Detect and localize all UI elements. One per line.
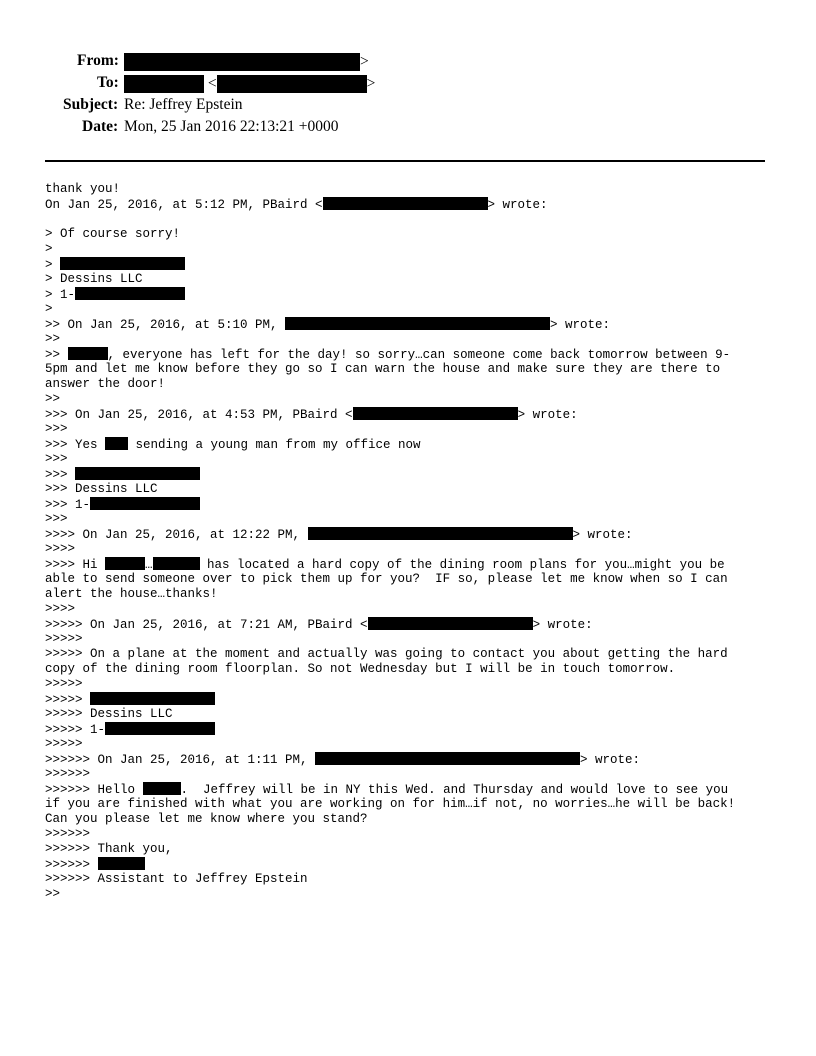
body-text: >>>>>> On Jan 25, 2016, at 1:11 PM, <box>45 753 316 767</box>
redacted-phone <box>75 287 185 300</box>
subject-label: Subject: <box>63 96 119 113</box>
body-text: >>>> On Jan 25, 2016, at 12:22 PM, <box>45 528 308 542</box>
body-text: > wrote: <box>550 318 611 332</box>
header-divider <box>45 160 765 162</box>
body-text: > wrote: <box>580 753 641 767</box>
body-text: >>> <box>45 468 76 482</box>
body-line: >>>>>> <box>45 827 91 841</box>
from-label: From: <box>77 52 119 69</box>
body-text: >>>>> 1- <box>45 723 106 737</box>
body-line <box>45 527 775 542</box>
body-text: >>> On Jan 25, 2016, at 4:53 PM, PBaird < <box>45 408 353 422</box>
redacted-email <box>368 617 533 630</box>
body-line <box>45 497 775 512</box>
body-text: > <box>45 258 61 272</box>
body-text: … <box>145 558 153 572</box>
body-text: >>>>>> <box>45 858 98 872</box>
redacted-name <box>98 857 145 870</box>
body-text: > wrote: <box>532 618 593 632</box>
body-line: >>>>> <box>45 632 83 646</box>
redacted-sender <box>124 53 360 71</box>
body-line: >> <box>45 392 61 406</box>
body-line <box>45 752 775 767</box>
body-line: >>>>>> Thank you, <box>45 842 173 856</box>
message-body <box>45 182 775 902</box>
body-line <box>45 857 775 872</box>
body-line: >> <box>45 887 61 901</box>
body-line: copy of the dining room floorplan. So not Wednesday but I will be in touch tomorrow. <box>45 662 676 676</box>
redacted-name <box>90 692 215 705</box>
redacted-phone <box>105 722 215 735</box>
body-text: , everyone has left for the day! so sorry…can someone come back tomorrow between 9- <box>107 348 731 362</box>
redacted-name <box>75 467 200 480</box>
body-line: >>>>>> Assistant to Jeffrey Epstein <box>45 872 308 886</box>
body-line: >>> Dessins LLC <box>45 482 158 496</box>
redacted-name <box>60 257 185 270</box>
body-text: >>> Yes <box>45 438 106 452</box>
body-text: >>>> Hi <box>45 558 106 572</box>
to-open-bracket: < <box>207 75 217 92</box>
body-text: On Jan 25, 2016, at 5:12 PM, PBaird < <box>45 198 323 212</box>
body-line <box>45 782 775 797</box>
to-close-bracket: > <box>366 75 376 92</box>
body-line: >>>> <box>45 602 76 616</box>
body-line: >>>> <box>45 542 76 556</box>
body-line: > <box>45 242 53 256</box>
body-line: > Dessins LLC <box>45 272 143 286</box>
body-line <box>45 692 775 707</box>
body-text: >>>>> <box>45 693 91 707</box>
body-line: >>>>> On a plane at the moment and actually was going to contact you about getting the hard <box>45 647 728 661</box>
body-line: alert the house…thanks! <box>45 587 218 601</box>
body-line: > Of course sorry! <box>45 227 181 241</box>
redacted-recipient-name <box>124 75 204 93</box>
redacted-email <box>323 197 488 210</box>
body-line: >>>>>> <box>45 767 91 781</box>
body-line: >>> <box>45 422 68 436</box>
body-line <box>45 437 775 452</box>
body-text: > wrote: <box>487 198 548 212</box>
from-close-bracket: > <box>360 53 369 70</box>
date-value: Mon, 25 Jan 2016 22:13:21 +0000 <box>124 118 339 135</box>
body-line: >>>>> <box>45 737 83 751</box>
body-line <box>45 212 775 227</box>
redacted-name <box>143 782 181 795</box>
body-line <box>45 287 775 302</box>
body-line <box>45 347 775 362</box>
body-line <box>45 467 775 482</box>
body-text: > 1- <box>45 288 76 302</box>
body-line: 5pm and let me know before they go so I can warn the house and make sure they are there to <box>45 362 721 376</box>
to-label: To: <box>97 74 119 91</box>
body-text: > wrote: <box>517 408 578 422</box>
body-text: > wrote: <box>572 528 633 542</box>
body-line: answer the door! <box>45 377 166 391</box>
body-line <box>45 257 775 272</box>
date-label: Date: <box>82 118 119 135</box>
body-line <box>45 722 775 737</box>
redacted-sender <box>315 752 580 765</box>
body-text: . Jeffrey will be in NY this Wed. and Thursday and would love to see you <box>180 783 729 797</box>
body-line <box>45 557 775 572</box>
body-line: >>>>> Dessins LLC <box>45 707 173 721</box>
body-line <box>45 317 775 332</box>
redacted-name <box>105 437 128 450</box>
body-text: >>>>> On Jan 25, 2016, at 7:21 AM, PBaird < <box>45 618 368 632</box>
body-line: >>> <box>45 512 68 526</box>
body-line: >> <box>45 332 61 346</box>
body-text: sending a young man from my office now <box>128 438 421 452</box>
body-line: >>> <box>45 452 68 466</box>
redacted-email <box>353 407 518 420</box>
redacted-sender <box>308 527 573 540</box>
redacted-recipient-email <box>217 75 367 93</box>
body-text: >> <box>45 348 68 362</box>
redacted-name <box>105 557 145 570</box>
body-line: Can you please let me know where you stand? <box>45 812 368 826</box>
body-text: has located a hard copy of the dining room plans for you…might you be <box>199 558 725 572</box>
body-line: > <box>45 302 53 316</box>
body-line: able to send someone over to pick them up for you? IF so, please let me know when so I can <box>45 572 728 586</box>
body-line: thank you! <box>45 182 121 196</box>
body-line <box>45 617 775 632</box>
subject-value: Re: Jeffrey Epstein <box>124 96 243 113</box>
redacted-sender <box>285 317 550 330</box>
body-text: >>> 1- <box>45 498 91 512</box>
body-text: >>>>>> Hello <box>45 783 143 797</box>
redacted-name <box>153 557 200 570</box>
redacted-phone <box>90 497 200 510</box>
body-line <box>45 197 775 212</box>
body-text: >> On Jan 25, 2016, at 5:10 PM, <box>45 318 286 332</box>
redacted-name <box>68 347 108 360</box>
body-line: >>>>> <box>45 677 83 691</box>
body-line <box>45 407 775 422</box>
body-line: if you are finished with what you are working on for him…if not, no worries…he will be back! <box>45 797 736 811</box>
